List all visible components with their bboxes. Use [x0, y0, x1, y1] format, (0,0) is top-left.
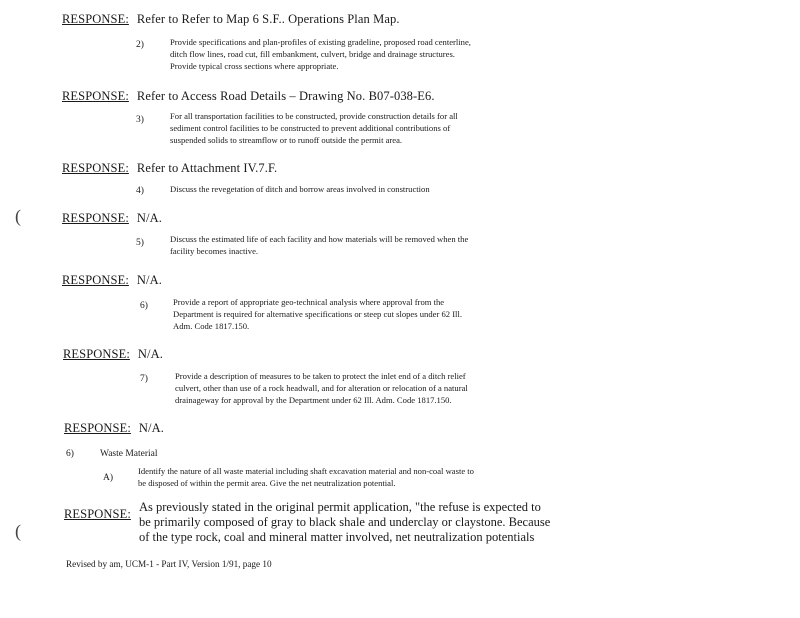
response-2	[62, 89, 435, 104]
item-line: sediment control facilities to be constructed to prevent additional contributions of	[170, 123, 451, 133]
item-number: 3)	[136, 115, 144, 125]
item-line: Department is required for alternative specifications or steep cut slopes under 62 Ill.	[173, 309, 462, 319]
response-label: RESPONSE:	[62, 89, 129, 103]
response-5	[62, 273, 162, 288]
item-line: suspended solids to streamflow or to runoff outside the permit area.	[170, 135, 403, 145]
subsection-text	[138, 465, 558, 489]
response-1	[62, 12, 400, 27]
response-text: N/A.	[136, 273, 162, 287]
item-number: 5)	[136, 238, 144, 248]
item-line: Provide a report of appropriate geo-technical analysis where approval from the	[173, 297, 445, 307]
item-number: 6)	[140, 301, 148, 311]
item-5-text	[170, 233, 550, 257]
response-7	[64, 421, 164, 436]
item-line: Adm. Code 1817.150.	[173, 321, 250, 331]
item-number: 4)	[136, 186, 144, 196]
final-response-text	[139, 500, 559, 545]
item-line: Provide specifications and plan-profiles of existing gradeline, proposed road centerline,	[170, 37, 471, 47]
item-number: 7)	[140, 374, 148, 384]
response-text: N/A.	[138, 421, 164, 435]
response-text: Refer to Refer to Map 6 S.F.. Operations Plan Map.	[136, 12, 400, 26]
response-text: Refer to Attachment IV.7.F.	[136, 161, 278, 175]
response-label: RESPONSE:	[63, 347, 130, 361]
response-label: RESPONSE:	[62, 12, 129, 26]
final-response-label-wrap	[64, 507, 131, 522]
margin-mark: (	[15, 521, 21, 541]
response-label: RESPONSE:	[62, 161, 129, 175]
item-line: Discuss the revegetation of ditch and borrow areas involved in construction	[170, 184, 430, 194]
margin-mark: (	[15, 206, 21, 226]
item-6-text	[173, 296, 553, 332]
response-line: As previously stated in the original permit application, "the refuse is expected to	[139, 500, 541, 514]
response-6	[63, 347, 163, 362]
item-line: drainageway for approval by the Department under 62 Ill. Adm. Code 1817.150.	[175, 395, 452, 405]
response-3	[62, 161, 277, 176]
item-line: For all transportation facilities to be constructed, provide construction details for all	[170, 111, 458, 121]
item-line: Identify the nature of all waste material including shaft excavation material and non-coal waste to	[138, 466, 474, 476]
response-label: RESPONSE:	[64, 421, 131, 435]
response-label: RESPONSE:	[64, 507, 131, 521]
section-number: 6)	[66, 449, 74, 459]
response-text: N/A.	[137, 347, 163, 361]
response-4	[62, 211, 162, 226]
page-footer: Revised by am, UCM-1 - Part IV, Version 1/91, page 10	[66, 559, 272, 569]
item-line: be disposed of within the permit area. Give the net neutralization potential.	[138, 478, 396, 488]
response-label: RESPONSE:	[62, 273, 129, 287]
section-title: Waste Material	[100, 449, 158, 459]
response-text: N/A.	[136, 211, 162, 225]
item-line: ditch flow lines, road cut, fill embankment, culvert, bridge and drainage structures.	[170, 49, 455, 59]
response-label: RESPONSE:	[62, 211, 129, 225]
item-line: Discuss the estimated life of each facility and how materials will be removed when the	[170, 234, 469, 244]
item-line: culvert, other than use of a rock headwall, and for alteration or relocation of a natural	[175, 383, 468, 393]
response-text: Refer to Access Road Details – Drawing No. B07-038-E6.	[136, 89, 435, 103]
item-line: facility becomes inactive.	[170, 246, 259, 256]
item-line: Provide typical cross sections where appropriate.	[170, 61, 339, 71]
subsection-label: A)	[103, 473, 114, 483]
item-4-text	[170, 183, 550, 195]
item-number: 2)	[136, 40, 144, 50]
item-line: Provide a description of measures to be taken to protect the inlet end of a ditch relief	[175, 371, 466, 381]
response-line: be primarily composed of gray to black shale and underclay or claystone. Because	[139, 515, 551, 529]
item-3-text	[170, 110, 550, 146]
item-2-text	[170, 36, 550, 72]
response-line: of the type rock, coal and mineral matter involved, net neutralization potentials	[139, 530, 535, 544]
item-7-text	[175, 370, 555, 406]
